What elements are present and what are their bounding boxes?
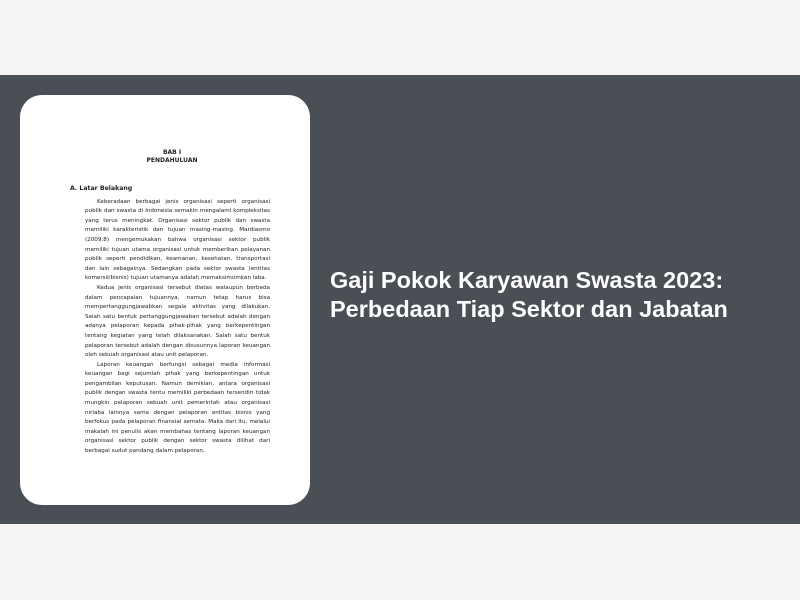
top-strip [0, 0, 800, 75]
chapter-title: PENDAHULUAN [146, 156, 198, 164]
paragraph-1: Keberadaan berbagai jenis organisasi seperti organisasi publik dan swasta di Indonesia semakin mengalami kompleksitas yang terus meningkat. Organisasi sektor publik dan swasta memiliki karakteristik dan tujuan masing-masing. Mardiasmo (2009:8) mengemukakan bahwa organisasi sektor publik memiliki tujuan utama organisasi untuk memberikan pelayanan publik seperti pendidikan, keamanan, kesehatan, transportasi dan lain sebagainya. Sedangkan pada sektor swasta (entitas komersil/bisnis) tujuan utamanya adalah memaksimumkan laba. [85, 198, 270, 282]
article-title[interactable]: Gaji Pokok Karyawan Swasta 2023: Perbedaan Tiap Sektor dan Jabatan [330, 267, 728, 322]
chapter-number: BAB I [162, 149, 182, 156]
section-heading: A. Latar Belakang [70, 185, 133, 192]
paragraph-3: Laporan keuangan berfungsi sebagai media informasi keuangan bagi sejumlah pihak yang berkepentingan untuk pengambilan keputusan. Namun demikian, antara organisasi publik dengan swasta tentu memiliki perbedaan tersendiri tidak mungkin pelaporan sebuah unit pemerintah atau organisasi nirlaba lainnya sama dengan pelaporan entitas bisnis yang berfokus pada pelaporan finansial semata. Maka dari itu, melalui makalah ini penulis akan membahas tentang laporan keuangan organisasi sektor publik dengan sektor swasta dilihat dari berbagai sudut pandang dalam pelaporan. [85, 361, 270, 455]
document-thumbnail[interactable] [20, 95, 310, 505]
document-page [70, 149, 270, 457]
paragraph-2: Kedua jenis organisasi tersebut diatas walaupun berbeda dalam pencapaian tujuannya, namun tetap harus bisa mempertanggungjawabkan segala aktivitas yang dilakukan. Salah satu bentuk pertanggungjawaban tersebut adalah dengan adanya pelaporan kepada pihak-pihak yang berkepentingan tentang kegiatan yang telah dilaksanakan. Salah satu bentuk pelaporan tersebut adalah dengan disusunnya laporan keuangan oleh sebuah organisasi atau unit pelaporan. [85, 284, 270, 359]
bottom-strip [0, 524, 800, 600]
